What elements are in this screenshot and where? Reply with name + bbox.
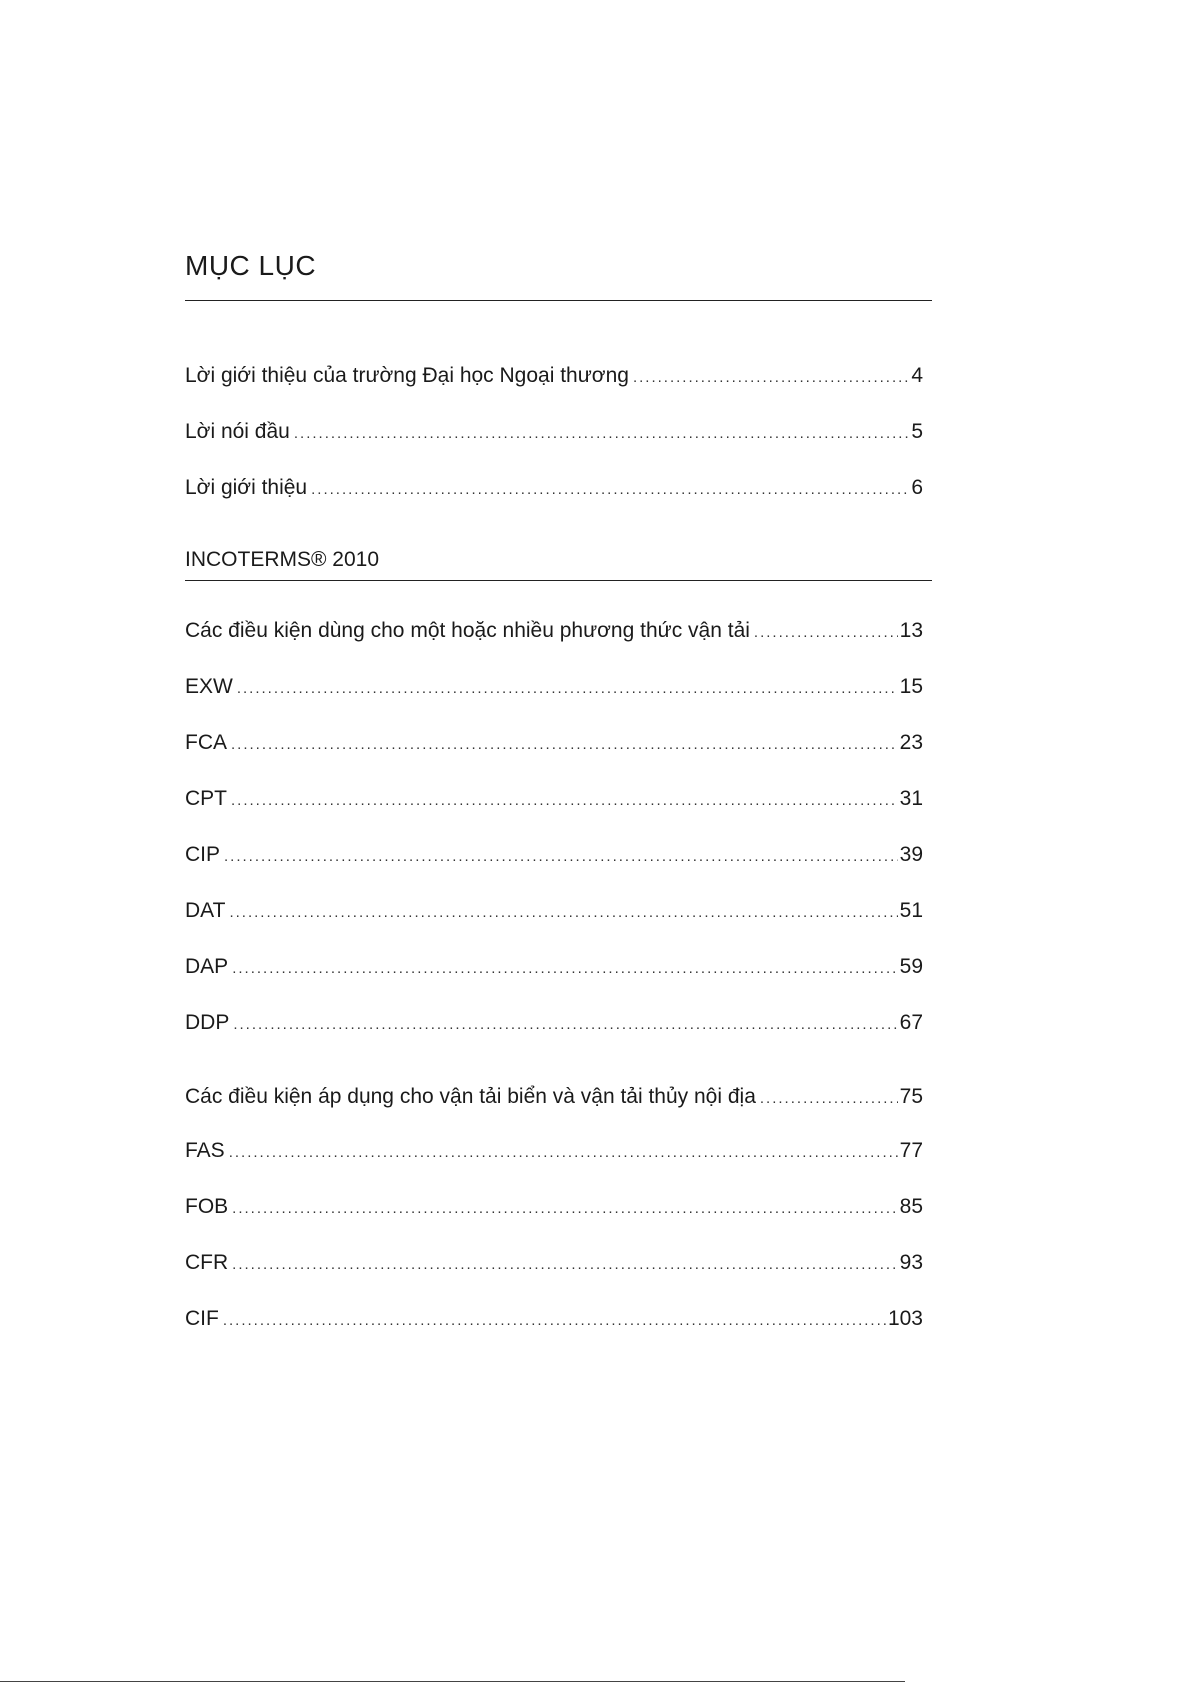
toc-entry-label: Lời nói đầu	[185, 420, 290, 443]
dot-leader	[633, 364, 909, 392]
toc-entry-label: FOB	[185, 1195, 229, 1218]
toc-entry-page: 5	[911, 420, 923, 443]
section-title: INCOTERMS® 2010	[185, 548, 380, 571]
toc-entry-label: DAP	[185, 955, 229, 978]
dot-leader	[294, 420, 909, 448]
toc-entry-page: 85	[899, 1195, 923, 1218]
toc-entry-label: CIP	[185, 843, 221, 866]
toc-entry-label: DAT	[185, 899, 226, 922]
toc-entry-page: 77	[899, 1139, 923, 1162]
dot-leader	[311, 476, 909, 504]
toc-entry-label: CPT	[185, 787, 227, 810]
dot-leader	[223, 1307, 886, 1335]
toc-entry-page: 4	[911, 364, 923, 387]
toc-entry-page: 39	[899, 843, 923, 866]
dot-leader	[224, 843, 898, 871]
toc-entry-page: 31	[899, 787, 923, 810]
toc-entry-label: CIF	[185, 1307, 219, 1330]
toc-entry-page: 13	[899, 619, 923, 642]
dot-leader	[229, 899, 897, 927]
toc-entry-page: 15	[899, 675, 923, 698]
page-title: MỤC LỤC	[185, 250, 317, 281]
toc-entry-page: 23	[899, 731, 923, 754]
toc-entry-label: Lời giới thiệu	[185, 476, 308, 499]
toc-entry-page: 6	[911, 476, 923, 499]
section-divider	[185, 580, 932, 581]
toc-entry-label: EXW	[185, 675, 233, 698]
dot-leader	[237, 675, 898, 703]
page-bottom-edge	[0, 1681, 905, 1682]
toc-entry[interactable]	[185, 1249, 923, 1279]
toc-entry[interactable]	[185, 729, 923, 759]
toc-entry[interactable]	[185, 1083, 923, 1113]
toc-entry[interactable]	[185, 953, 923, 983]
toc-entry[interactable]	[185, 1193, 923, 1223]
toc-entry[interactable]	[185, 785, 923, 815]
toc-entry-page: 75	[899, 1085, 923, 1108]
dot-leader	[232, 1195, 897, 1223]
toc-entry[interactable]	[185, 617, 923, 647]
toc-entry-label: FCA	[185, 731, 227, 754]
toc-entry[interactable]	[185, 1305, 923, 1335]
toc-entry[interactable]	[185, 362, 923, 392]
dot-leader	[231, 731, 898, 759]
toc-entry[interactable]	[185, 1137, 923, 1167]
dot-leader	[231, 787, 898, 815]
toc-entry[interactable]	[185, 897, 923, 927]
dot-leader	[233, 1011, 897, 1039]
dot-leader	[229, 1139, 898, 1167]
toc-entry-label: CFR	[185, 1251, 229, 1274]
toc-entry-label: FAS	[185, 1139, 225, 1162]
toc-entry-page: 59	[899, 955, 923, 978]
dot-leader	[232, 1251, 897, 1279]
toc-entry-page: 103	[887, 1307, 923, 1330]
toc-entry-label: Các điều kiện dùng cho một hoặc nhiều phương thức vận tải	[185, 619, 750, 642]
dot-leader	[760, 1085, 898, 1113]
title-divider	[185, 300, 932, 301]
toc-entry[interactable]	[185, 418, 923, 448]
toc-entry[interactable]	[185, 474, 923, 504]
toc-entry[interactable]	[185, 673, 923, 703]
dot-leader	[754, 619, 898, 647]
dot-leader	[232, 955, 897, 983]
toc-entry-page: 51	[899, 899, 923, 922]
toc-entry-label: Các điều kiện áp dụng cho vận tải biển và vận tải thủy nội địa	[185, 1085, 756, 1108]
toc-entry-label: DDP	[185, 1011, 230, 1034]
toc-entry-page: 67	[899, 1011, 923, 1034]
toc-entry-page: 93	[899, 1251, 923, 1274]
toc-entry-label: Lời giới thiệu của trường Đại học Ngoại thương	[185, 364, 629, 387]
toc-entry[interactable]	[185, 841, 923, 871]
toc-entry[interactable]	[185, 1009, 923, 1039]
